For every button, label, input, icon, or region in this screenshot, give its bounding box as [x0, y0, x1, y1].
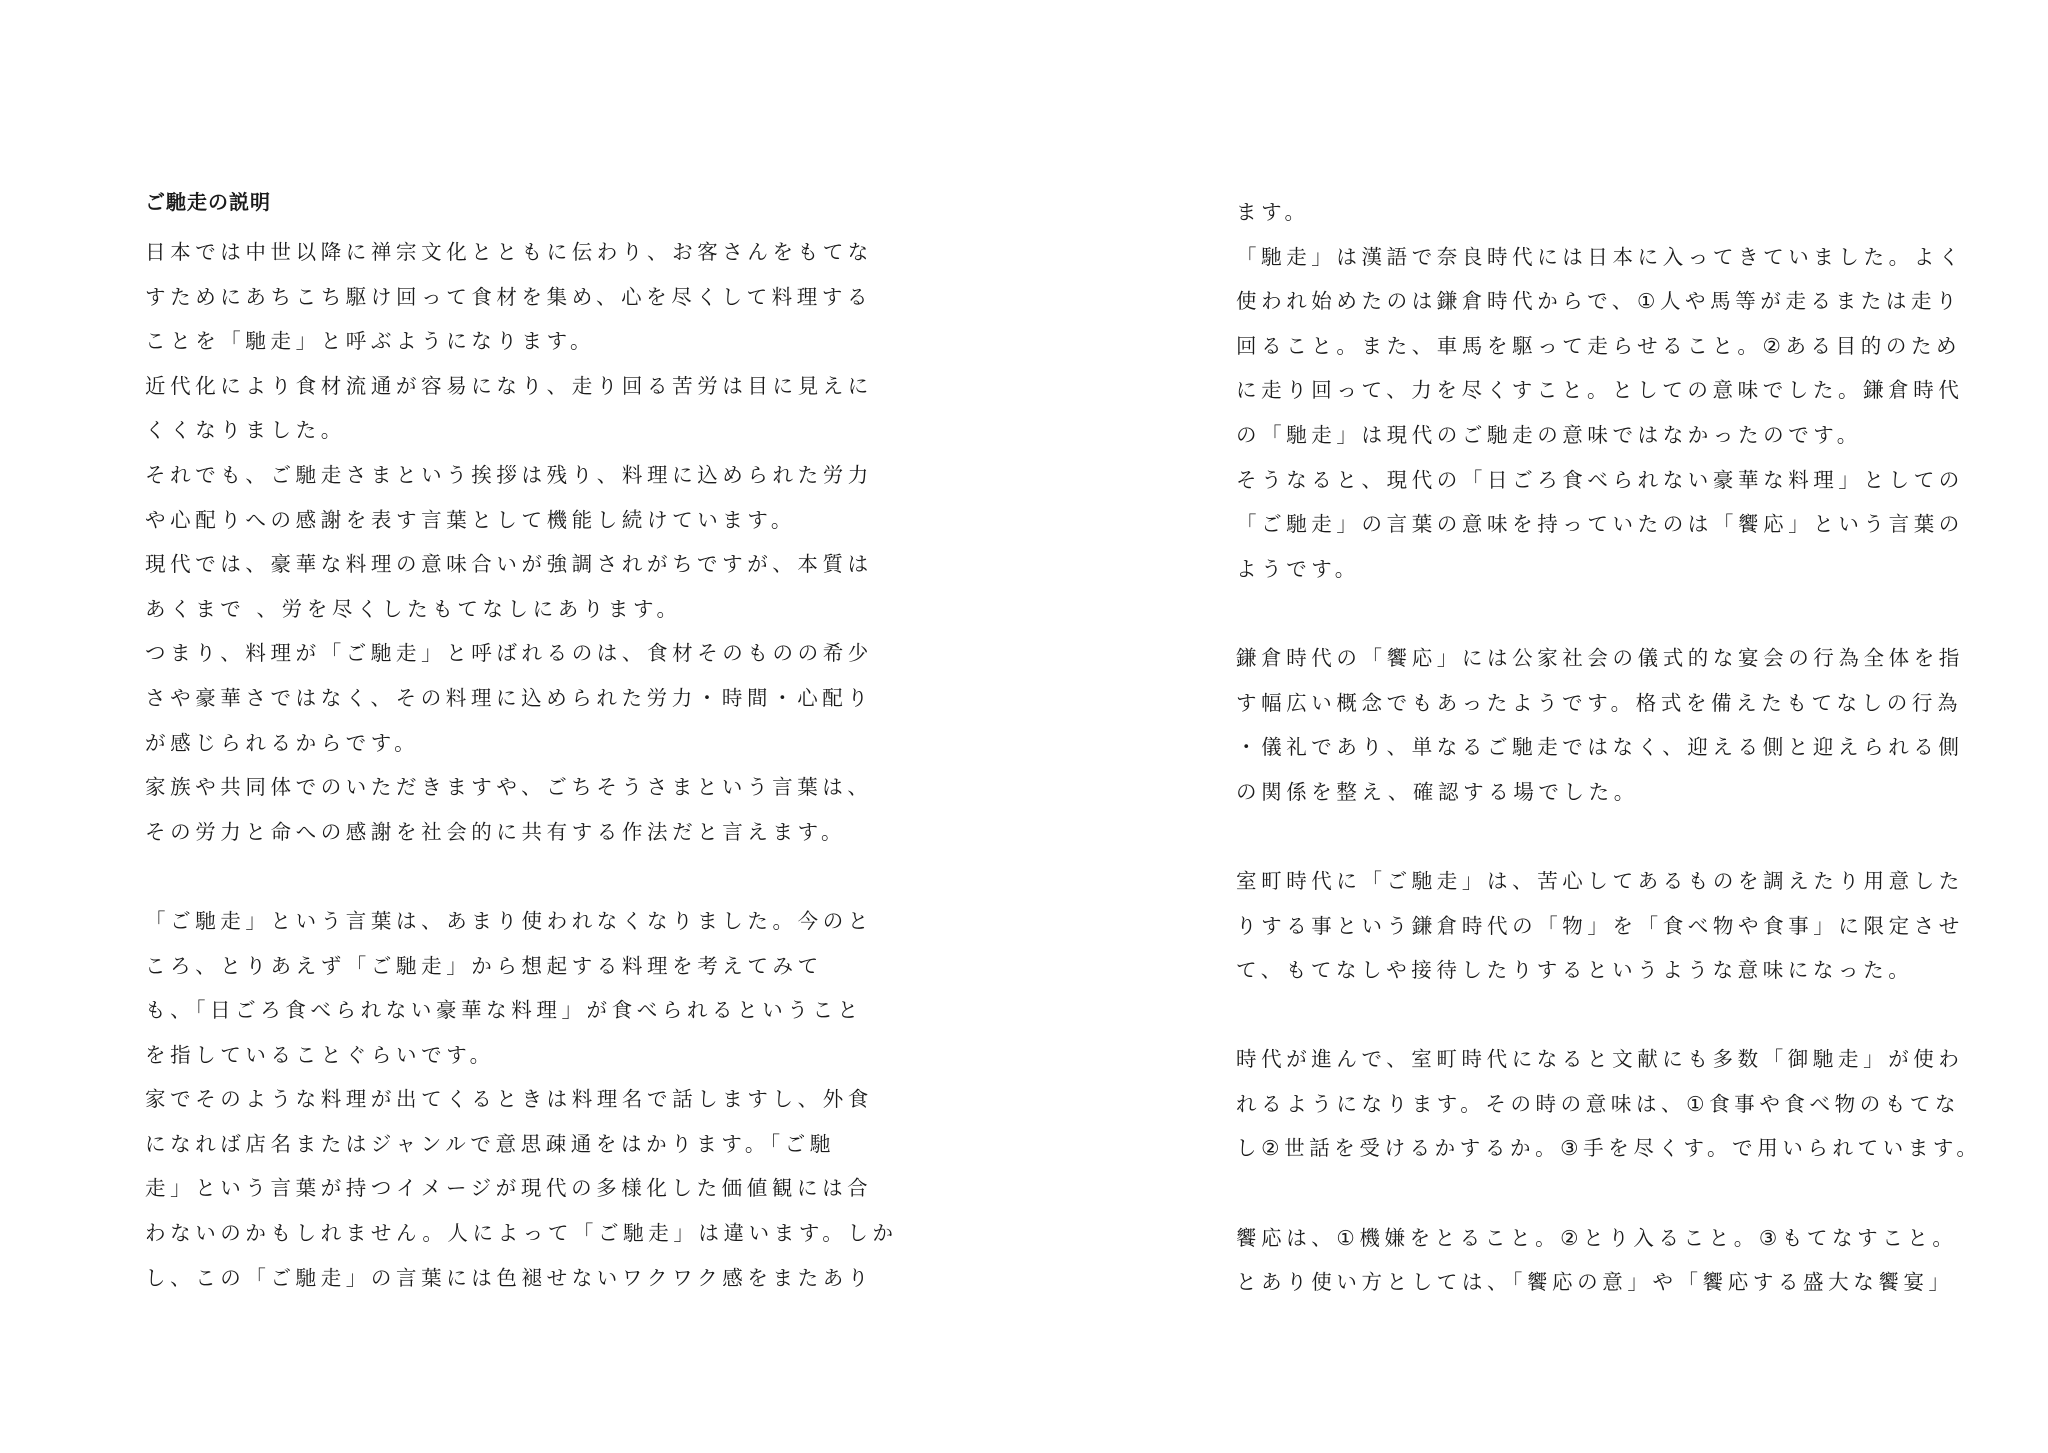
- right-text-column: [1236, 190, 1982, 1305]
- paragraph-gap: [1236, 1171, 1936, 1216]
- right-page: [1024, 0, 2048, 1453]
- text-line: が感じられるからです。: [145, 730, 420, 755]
- text-line: になれば店名またはジャンルで意思疎通をはかります。「ご馳: [145, 1131, 835, 1156]
- text-line: 饗応は、①機嫌をとること。②とり入ること。③もてなすこと。: [1236, 1225, 1958, 1250]
- text-line: ・儀礼であり、単なるご馳走ではなく、迎える側と迎えられる側: [1236, 735, 1964, 760]
- text-line: ことを「馳走」と呼ぶようになります。: [145, 329, 596, 354]
- paragraph-gap: [1236, 591, 1936, 636]
- text-line: 家でそのような料理が出てくるときは料理名で話しますし、外食: [145, 1087, 873, 1112]
- text-line: 近代化により食材流通が容易になり、走り回る苦労は目に見えに: [145, 373, 873, 398]
- text-line: それでも、ご馳走さまという挨拶は残り、料理に込められた労力: [145, 462, 873, 487]
- text-line: つまり、料理が「ご馳走」と呼ばれるのは、食材そのものの希少: [145, 641, 873, 666]
- text-line: や心配りへの感謝を表す言葉として機能し続けています。: [145, 507, 796, 532]
- text-line: て、もてなしや接待したりするというような意味になった。: [1236, 958, 1914, 983]
- text-line: ます。: [1236, 200, 1310, 224]
- document-title: ご馳走の説明: [145, 190, 271, 214]
- text-line: 使われ始めたのは鎌倉時代からで、①人や馬等が走るまたは走り: [1236, 289, 1962, 314]
- text-line: 「ご馳走」という言葉は、あまり使われなくなりました。今のと: [145, 908, 873, 933]
- text-line: さや豪華さではなく、その料理に込められた労力・時間・心配り: [145, 685, 873, 710]
- text-line: を指していることぐらいです。: [145, 1042, 495, 1067]
- text-line: そうなると、現代の「日ごろ食べられない豪華な料理」としての: [1236, 467, 1964, 492]
- paragraph-gap: [145, 854, 845, 899]
- text-line: くくなりました。: [145, 418, 346, 443]
- text-line: 「ご馳走」の言葉の意味を持っていたのは「饗応」という言葉の: [1236, 512, 1964, 537]
- text-line: ようです。: [1236, 556, 1360, 581]
- text-line: その労力と命への感謝を社会的に共有する作法だと言えます。: [145, 819, 847, 844]
- text-line: し②世話を受けるかするか。③手を尽くす。で用いられています。: [1236, 1136, 1982, 1161]
- text-line: 時代が進んで、室町時代になると文献にも多数「御馳走」が使わ: [1236, 1047, 1964, 1072]
- text-line: 日本では中世以降に禅宗文化とともに伝わり、お客さんをもてな: [145, 240, 873, 264]
- text-line: りする事という鎌倉時代の「物」を「食べ物や食事」に限定させ: [1236, 913, 1964, 938]
- text-line: とあり使い方としては、「饗応の意」や「饗応する盛大な饗宴」: [1236, 1270, 1954, 1295]
- text-line: 鎌倉時代の「饗応」には公家社会の儀式的な宴会の行為全体を指: [1236, 645, 1964, 670]
- text-line: すためにあちこち駆け回って食材を集め、心を尽くして料理する: [145, 284, 873, 309]
- text-line: す幅広い概念でもあったようです。格式を備えたもてなしの行為: [1236, 690, 1963, 715]
- text-line: ころ、とりあえず「ご馳走」から想起する料理を考えてみて: [145, 953, 823, 978]
- left-text-column: [145, 186, 898, 1300]
- text-line: あくまで 、労を尽くしたもてなしにあります。: [145, 596, 682, 621]
- text-line: 現代では、豪華な料理の意味合いが強調されがちですが、本質は: [145, 552, 873, 577]
- text-line: 「馳走」は漢語で奈良時代には日本に入ってきていました。よく: [1236, 244, 1964, 269]
- text-line: 室町時代に「ご馳走」は、苦心してあるものを調えたり用意した: [1236, 868, 1964, 893]
- text-line: も、「日ごろ食べられない豪華な料理」が食べられるということ: [145, 998, 863, 1023]
- text-line: れるようになります。その時の意味は、①食事や食べ物のもてな: [1236, 1091, 1961, 1116]
- text-line: の関係を整え、確認する場でした。: [1236, 779, 1639, 804]
- text-line: 回ること。また、車馬を駆って走らせること。②ある目的のため: [1236, 333, 1962, 358]
- text-line: 走」という言葉が持つイメージが現代の多様化した価値観には合: [145, 1176, 873, 1201]
- text-line: わないのかもしれません。人によって「ご馳走」は違います。しか: [145, 1221, 898, 1246]
- text-line: し、この「ご馳走」の言葉には色褪せないワクワク感をまたあり: [145, 1265, 873, 1290]
- paragraph-gap: [1236, 814, 1936, 859]
- text-line: の「馳走」は現代のご馳走の意味ではなかったのです。: [1236, 422, 1862, 447]
- text-line: に走り回って、力を尽くすこと。としての意味でした。鎌倉時代: [1236, 378, 1964, 403]
- text-line: 家族や共同体でのいただきますや、ごちそうさまという言葉は、: [145, 775, 873, 800]
- paragraph-gap: [1236, 993, 1936, 1038]
